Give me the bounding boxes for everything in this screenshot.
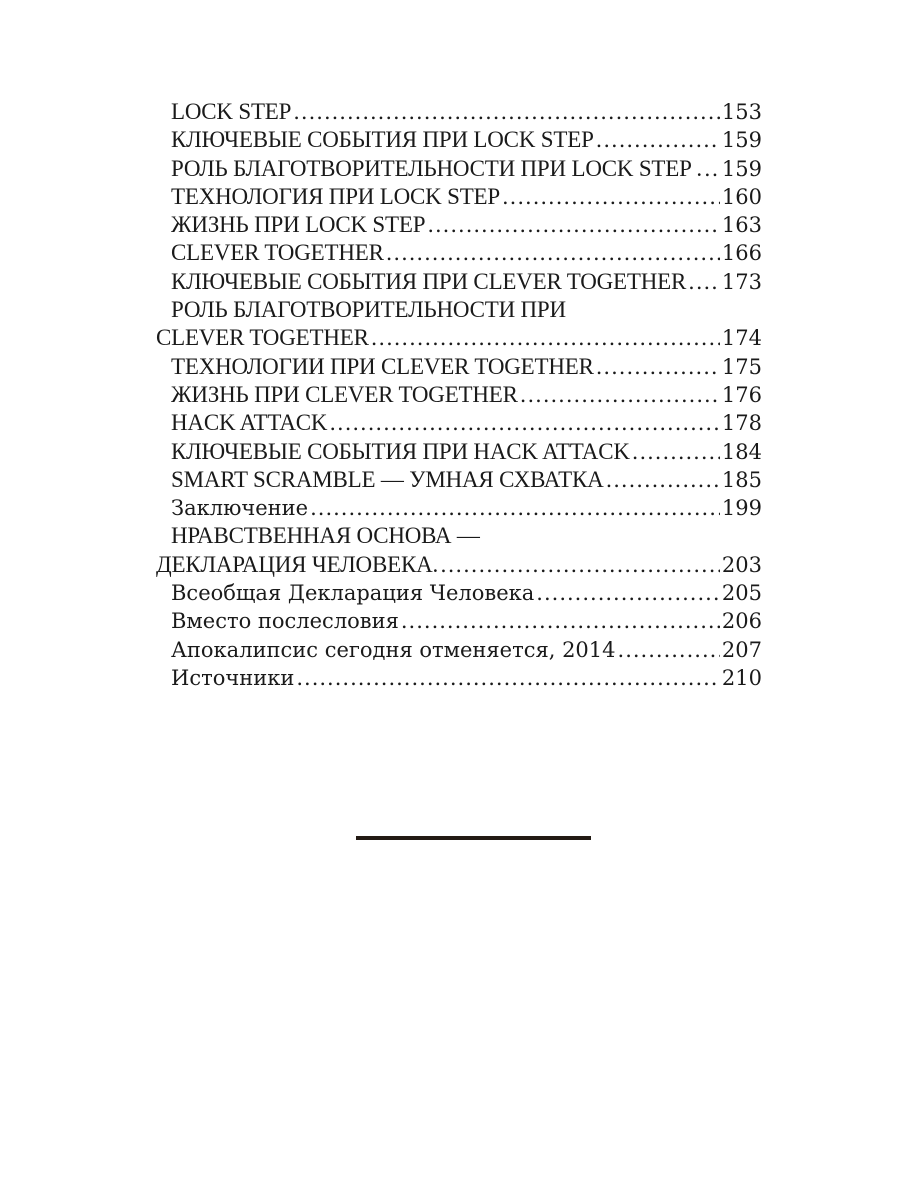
dot-leader — [310, 494, 720, 522]
toc-entry-title: Заключение — [171, 496, 309, 521]
toc-entry-title: Источники — [171, 665, 295, 690]
toc-entry-title: Вместо послесловия — [171, 609, 399, 634]
toc-entry — [156, 183, 762, 211]
toc-entry-title: HACK ATTACK — [171, 410, 328, 436]
toc-entry-title: SMART SCRAMBLE — УМНАЯ СХВАТКА — [171, 466, 604, 492]
toc-entry — [156, 409, 762, 437]
toc-entry-title: ЖИЗНЬ ПРИ CLEVER TOGETHER — [171, 381, 518, 407]
dot-leader — [293, 98, 720, 126]
toc-entry-title: КЛЮЧЕВЫЕ СОБЫТИЯ ПРИ LOCK STEP — [171, 127, 594, 153]
toc-entry — [156, 607, 762, 635]
toc-entry — [156, 126, 762, 154]
toc-entry-page: 159 — [721, 156, 762, 181]
dot-leader — [632, 438, 720, 466]
dot-leader — [386, 239, 720, 267]
toc-entry-page: 175 — [721, 354, 762, 379]
toc-entry-page: 207 — [721, 637, 762, 662]
toc-entry — [156, 466, 762, 494]
toc-entry — [156, 494, 762, 522]
toc-entry-page: 173 — [721, 269, 762, 294]
toc-entry — [156, 381, 762, 409]
toc-entry — [156, 98, 762, 126]
toc-entry-title-line2: CLEVER TOGETHER — [156, 325, 369, 351]
toc-entry — [156, 211, 762, 239]
toc-entry — [156, 636, 762, 664]
toc-entry — [156, 239, 762, 267]
dot-leader — [618, 636, 720, 664]
toc-entry — [156, 438, 762, 466]
toc-entry-title: ТЕХНОЛОГИИ ПРИ CLEVER TOGETHER — [171, 353, 594, 379]
toc-entry-page: 185 — [721, 467, 762, 492]
toc-entry — [156, 155, 762, 183]
dot-leader — [296, 664, 720, 692]
dot-leader — [606, 466, 720, 494]
toc-entry — [156, 268, 762, 296]
toc-entry-page: 159 — [721, 128, 762, 153]
dot-leader — [688, 268, 720, 296]
toc-entry-title-line1: РОЛЬ БЛАГОТВОРИТЕЛЬНОСТИ ПРИ — [171, 297, 566, 323]
toc-entry-title: Апокалипсис сегодня отменяется, 2014 — [171, 637, 616, 662]
toc-entry-page: 176 — [721, 382, 762, 407]
dot-leader — [596, 353, 720, 381]
toc-entry-page: 174 — [721, 326, 762, 351]
toc-entry-page: 184 — [721, 439, 762, 464]
table-of-contents — [156, 98, 762, 692]
toc-entry-multiline — [156, 296, 762, 353]
toc-entry-title: Всеобщая Декларация Человека — [171, 581, 535, 606]
toc-entry-page: 210 — [721, 665, 762, 690]
toc-entry-page: 163 — [721, 213, 762, 238]
toc-entry-page: 160 — [721, 184, 762, 209]
toc-entry-title-line2: ДЕКЛАРАЦИЯ ЧЕЛОВЕКА. — [156, 551, 439, 577]
toc-entry-page: 199 — [721, 496, 762, 521]
toc-entry-page: 206 — [721, 609, 762, 634]
toc-entry — [156, 664, 762, 692]
toc-entry-page: 153 — [721, 100, 762, 124]
toc-entry-title: LOCK STEP — [171, 99, 292, 124]
dot-leader — [596, 126, 720, 154]
horizontal-rule-divider — [356, 836, 591, 840]
toc-entry-title-line1: НРАВСТВЕННАЯ ОСНОВА — — [171, 523, 480, 549]
dot-leader — [401, 607, 720, 635]
toc-entry-page: 205 — [721, 581, 762, 606]
toc-entry-title: КЛЮЧЕВЫЕ СОБЫТИЯ ПРИ CLEVER TOGETHER — [171, 268, 687, 294]
dot-leader — [427, 211, 720, 239]
dot-leader — [704, 155, 720, 183]
toc-entry-title: КЛЮЧЕВЫЕ СОБЫТИЯ ПРИ HACK ATTACK — [171, 438, 630, 464]
toc-entry-page: 178 — [721, 411, 762, 436]
toc-entry-title: ЖИЗНЬ ПРИ LOCK STEP — [171, 212, 426, 238]
dot-leader — [371, 324, 720, 352]
dot-leader — [440, 551, 720, 579]
dot-leader — [536, 579, 720, 607]
toc-entry-title: ТЕХНОЛОГИЯ ПРИ LOCK STEP — [171, 183, 500, 209]
toc-entry-page: 203 — [721, 552, 762, 577]
toc-entry-multiline — [156, 522, 762, 579]
toc-entry-page: 166 — [721, 241, 762, 266]
dot-leader — [520, 381, 720, 409]
toc-entry — [156, 579, 762, 607]
toc-entry-title: РОЛЬ БЛАГОТВОРИТЕЛЬНОСТИ ПРИ LOCK STEP . — [171, 155, 702, 181]
dot-leader — [329, 409, 720, 437]
toc-entry — [156, 353, 762, 381]
dot-leader — [502, 183, 720, 211]
toc-entry-title: CLEVER TOGETHER — [171, 240, 384, 266]
